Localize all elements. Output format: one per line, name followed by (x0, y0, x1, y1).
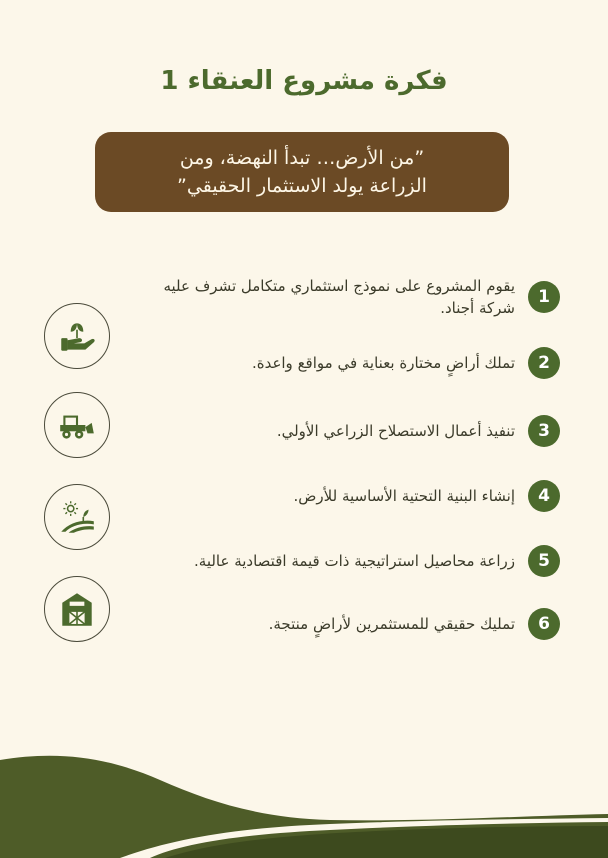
number-badge: 3 (528, 415, 560, 447)
quote-line: الزراعة يولد الاستثمار الحقيقي” (177, 175, 427, 197)
item-text: تملك أراضٍ مختارة بعناية في مواقع واعدة. (251, 354, 515, 372)
barn-icon (44, 576, 110, 642)
number-badge: 4 (528, 480, 560, 512)
number-badge: 1 (528, 281, 560, 313)
list-item (150, 471, 560, 521)
page-title: فكرة مشروع العنقاء 1 (160, 66, 448, 96)
number-badge: 6 (528, 608, 560, 640)
list-item (150, 599, 560, 649)
quote-box (95, 132, 509, 212)
number-badge: 5 (528, 545, 560, 577)
list-item (150, 338, 560, 388)
quote-line: ”من الأرض… تبدأ النهضة، ومن (179, 147, 425, 169)
sun-field-icon (44, 484, 110, 550)
list-item (150, 406, 560, 456)
item-text: زراعة محاصيل استراتيجية ذات قيمة اقتصادية عالية. (194, 552, 515, 570)
item-text: تمليك حقيقي للمستثمرين لأراضٍ منتجة. (268, 615, 515, 633)
item-text: إنشاء البنية التحتية الأساسية للأرض. (293, 487, 515, 505)
list-item (150, 536, 560, 586)
list-item (150, 272, 560, 322)
tractor-icon (44, 392, 110, 458)
decorative-waves (0, 740, 608, 858)
hand-plant-icon (44, 303, 110, 369)
item-text: يقوم المشروع على نموذج استثماري متكامل تشرف عليه شركة أجناد. (163, 277, 515, 317)
item-text: تنفيذ أعمال الاستصلاح الزراعي الأولي. (276, 422, 515, 440)
number-badge: 2 (528, 347, 560, 379)
